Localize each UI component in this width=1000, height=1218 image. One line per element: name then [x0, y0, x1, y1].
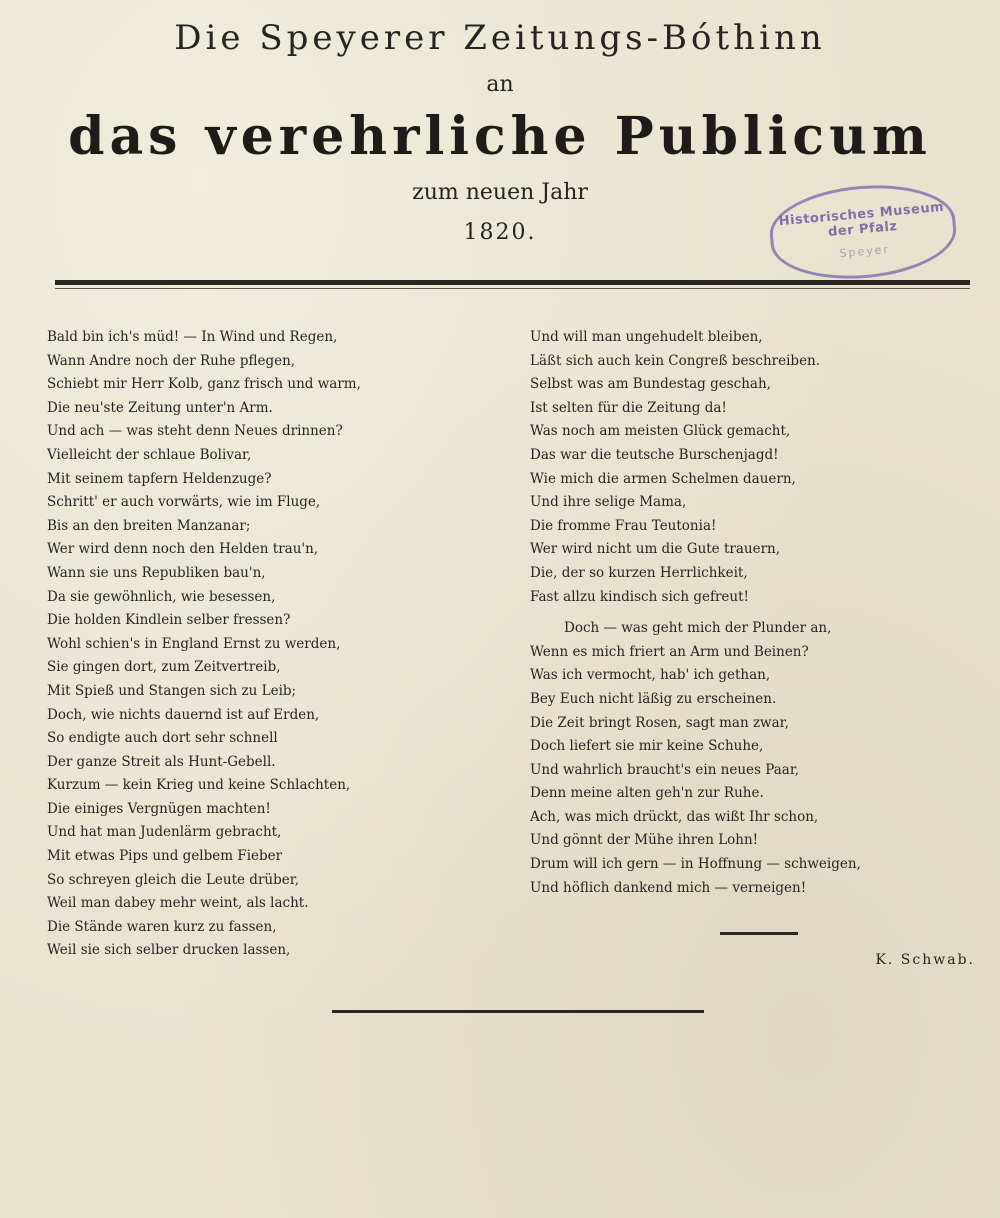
signature: K. Schwab. [875, 952, 975, 968]
poem-line: Die, der so kurzen Herrlichkeit, [530, 564, 748, 581]
poem-line: Mit etwas Pips und gelbem Fieber [47, 848, 283, 865]
poem-line: Die Zeit bringt Rosen, sagt man zwar, [530, 714, 789, 731]
poem-line: Die Stände waren kurz zu fassen, [47, 918, 277, 935]
poem-line: Wer wird nicht um die Gute trauern, [530, 541, 781, 558]
stamp-subtext: Speyer [838, 242, 891, 261]
poem-line: Wie mich die armen Schelmen dauern, [530, 470, 796, 487]
poem-line: Vielleicht der schlaue Bolivar, [47, 446, 252, 463]
poem-line: Schritt' er auch vorwärts, wie im Fluge, [47, 494, 321, 511]
poem-line: Mit Spieß und Stangen sich zu Leib; [47, 682, 297, 699]
poem-right-column [530, 326, 950, 900]
poem-line: Der ganze Streit als Hunt-Gebell. [47, 753, 276, 770]
poem-line: Bald bin ich's müd! — In Wind und Regen, [47, 329, 338, 345]
poem-line: Wann sie uns Republiken bau'n, [47, 564, 266, 581]
poem-line: Ist selten für die Zeitung da! [530, 399, 727, 416]
header-subtitle: zum neuen Jahr [412, 180, 588, 205]
poem-line: Und will man ungehudelt bleiben, [530, 329, 763, 345]
poem-line: Und wahrlich braucht's ein neues Paar, [530, 761, 800, 778]
poem-line: Bis an den breiten Manzanar; [47, 517, 251, 534]
poem-line: Wenn es mich friert an Arm und Beinen? [530, 643, 809, 660]
poem-line: So schreyen gleich die Leute drüber, [47, 871, 299, 888]
poem-line: Denn meine alten geh'n zur Ruhe. [530, 785, 764, 802]
poem-line: Weil sie sich selber drucken lassen, [47, 942, 291, 959]
poem-line: Sie gingen dort, zum Zeitvertreib, [47, 659, 281, 676]
top-divider-thin [55, 288, 970, 289]
header-year: 1820. [463, 220, 537, 245]
poem-line: Drum will ich gern — in Hoffnung — schweigen, [530, 856, 861, 873]
bottom-divider [332, 1010, 704, 1013]
poem-line: Fast allzu kindisch sich gefreut! [530, 588, 749, 605]
poem-line: Und ihre selige Mama, [530, 494, 687, 511]
poem-line: Und hat man Judenlärm gebracht, [47, 824, 282, 841]
poem-line: Mit seinem tapfern Heldenzuge? [47, 470, 272, 487]
poem-line: Und höflich dankend mich — verneigen! [530, 879, 807, 896]
poem-line: Was noch am meisten Glück gemacht, [530, 423, 791, 440]
poem-line: Die einiges Vergnügen machten! [47, 800, 271, 817]
poem-line: Die holden Kindlein selber fressen? [47, 612, 291, 629]
poem-line: Das war die teutsche Burschenjagd! [530, 446, 779, 463]
header-title-line: Die Speyerer Zeitungs-Bóthinn [174, 18, 826, 58]
stamp-text: Historisches Museum der Pfalz [778, 199, 945, 241]
signature-divider [720, 932, 798, 935]
poem-line: Und gönnt der Mühe ihren Lohn! [530, 832, 759, 849]
poem-line: Wann Andre noch der Ruhe pflegen, [47, 352, 296, 369]
poem-line: Kurzum — kein Krieg und keine Schlachten, [47, 777, 351, 794]
poem-line: Läßt sich auch kein Congreß beschreiben. [530, 352, 821, 369]
poem-line: Doch, wie nichts dauernd ist auf Erden, [47, 706, 320, 723]
poem-line: Die neu'ste Zeitung unter'n Arm. [47, 399, 273, 416]
poem-line: Doch — was geht mich der Plunder an, [564, 620, 832, 637]
poem-line: Da sie gewöhnlich, wie besessen, [47, 588, 276, 605]
poem-line: Und ach — was steht denn Neues drinnen? [47, 423, 343, 440]
stanza-gap [530, 609, 950, 617]
poem-line: Weil man dabey mehr weint, als lacht. [47, 895, 309, 912]
poem-line: Was ich vermocht, hab' ich gethan, [530, 667, 771, 684]
poem-left-column [47, 326, 467, 963]
header-an: an [486, 72, 514, 97]
top-divider [55, 280, 970, 285]
poem-line: Doch liefert sie mir keine Schuhe, [530, 738, 764, 755]
poem-line: Die fromme Frau Teutonia! [530, 517, 717, 534]
poem-line: Bey Euch nicht läßig zu erscheinen. [530, 690, 777, 707]
poem-line: So endigte auch dort sehr schnell [47, 730, 278, 747]
poem-line: Wohl schien's in England Ernst zu werden, [47, 635, 341, 652]
poem-line: Schiebt mir Herr Kolb, ganz frisch und warm, [47, 376, 361, 393]
poem-line: Wer wird denn noch den Helden trau'n, [47, 541, 319, 558]
poem-line: Selbst was am Bundestag geschah, [530, 376, 771, 393]
poem-line: Ach, was mich drückt, das wißt Ihr schon, [530, 808, 819, 825]
page-title: das verehrliche Publicum [68, 106, 932, 167]
